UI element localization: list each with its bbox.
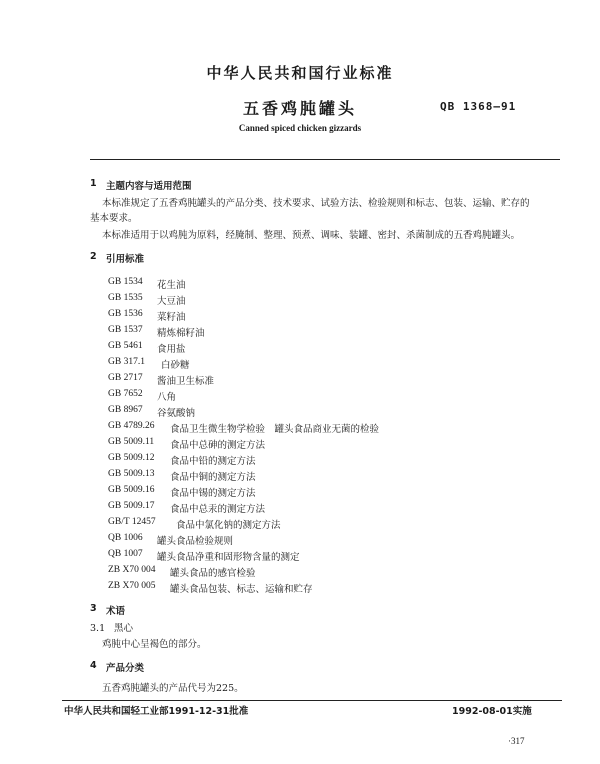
reference-title: 罐头食品检验规则 [157, 536, 234, 547]
reference-title: 八角 [157, 392, 177, 403]
reference-title: 食品中总汞的测定方法 [170, 504, 266, 515]
effective-date: 1992-08-01实施 [452, 706, 532, 717]
reference-code: GB 5461 [108, 341, 143, 351]
section-3-1-text: 鸡肫中心呈褐色的部分。 [102, 639, 207, 650]
approval-line: 中华人民共和国轻工业部1991-12-31批准 [64, 706, 249, 717]
reference-code: GB 1535 [108, 293, 143, 303]
section-1-number: 1 [90, 178, 97, 189]
reference-code: GB 1537 [108, 325, 143, 335]
english-title: Canned spiced chicken gizzards [238, 123, 362, 133]
reference-code: GB 5009.12 [108, 453, 155, 463]
reference-title: 食品中总砷的测定方法 [170, 440, 266, 451]
header-title: 中华人民共和国行业标准 [206, 64, 394, 82]
reference-code: ZB X70 004 [108, 565, 156, 575]
reference-title: 食用盐 [157, 344, 186, 355]
reference-title: 花生油 [157, 280, 186, 291]
page-number: ·317 [508, 736, 525, 746]
footer-divider [62, 700, 562, 701]
reference-code: ZB X70 005 [108, 581, 156, 591]
reference-title: 食品卫生微生物学检验 罐头食品商业无菌的检验 [170, 424, 380, 435]
section-1-paragraph-1-line-2: 基本要求。 [90, 213, 138, 224]
section-3-heading: 术语 [106, 606, 126, 617]
reference-code: GB 4789.26 [108, 421, 155, 431]
section-3-1-heading: 黑心 [114, 623, 134, 634]
reference-title: 罐头食品的感官检验 [170, 568, 256, 579]
section-2-number: 2 [90, 251, 97, 262]
reference-title: 大豆油 [157, 296, 186, 307]
section-2-heading: 引用标准 [106, 254, 145, 265]
reference-code: QB 1006 [108, 533, 143, 543]
reference-code: GB 8967 [108, 405, 143, 415]
section-3-1-number: 3.1 [90, 623, 106, 634]
section-3-number: 3 [90, 603, 97, 614]
section-4-text: 五香鸡肫罐头的产品代号为225。 [102, 683, 244, 694]
reference-code: GB 5009.16 [108, 485, 155, 495]
reference-title: 白砂糖 [161, 360, 190, 371]
reference-title: 酱油卫生标准 [157, 376, 215, 387]
reference-title: 食品中铜的测定方法 [170, 472, 256, 483]
standard-number: QB 1368—91 [440, 100, 517, 113]
reference-code: GB 7652 [108, 389, 143, 399]
reference-code: GB 5009.13 [108, 469, 155, 479]
reference-title: 罐头食品包装、标志、运输和贮存 [170, 584, 313, 595]
reference-title: 食品中铅的测定方法 [170, 456, 256, 467]
reference-title: 食品中锡的测定方法 [170, 488, 256, 499]
reference-code: GB 1534 [108, 277, 143, 287]
reference-code: GB 1536 [108, 309, 143, 319]
document-title: 五香鸡肫罐头 [242, 99, 357, 118]
reference-title: 菜籽油 [157, 312, 186, 323]
reference-code: QB 1007 [108, 549, 143, 559]
section-1-paragraph-2: 本标准适用于以鸡肫为原料，经腌制、整理、预煮、调味、装罐、密封、杀菌制成的五香鸡肫罐头。 [102, 230, 521, 241]
reference-code: GB 5009.17 [108, 501, 155, 511]
reference-code: GB 2717 [108, 373, 143, 383]
reference-code: GB 5009.11 [108, 437, 155, 447]
reference-title: 食品中氯化钠的测定方法 [176, 520, 281, 531]
section-4-number: 4 [90, 660, 97, 671]
reference-title: 谷氨酸钠 [157, 408, 196, 419]
reference-code: GB/T 12457 [108, 517, 156, 527]
header-divider [90, 159, 560, 160]
reference-code: GB 317.1 [108, 357, 145, 367]
section-4-heading: 产品分类 [106, 663, 145, 674]
section-1-heading: 主题内容与适用范围 [106, 181, 192, 192]
reference-title: 罐头食品净重和固形物含量的测定 [157, 552, 300, 563]
section-1-paragraph-1-line-1: 本标准规定了五香鸡肫罐头的产品分类、技术要求、试验方法、检验规则和标志、包装、运输、贮存的 [102, 198, 530, 209]
reference-title: 精炼棉籽油 [157, 328, 205, 339]
